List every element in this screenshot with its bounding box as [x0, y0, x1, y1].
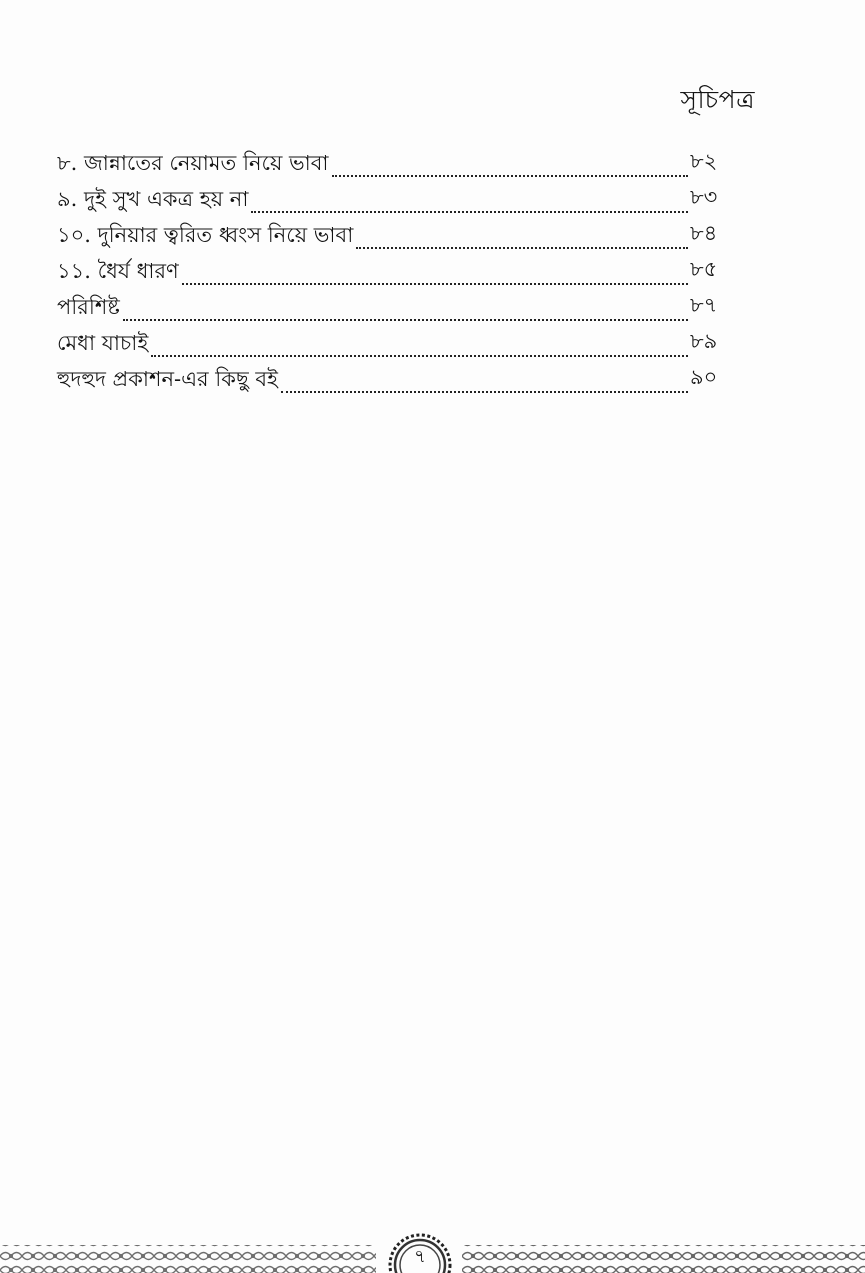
toc-entry	[57, 179, 724, 215]
toc-entry	[57, 143, 724, 179]
running-header: সূচিপত্র	[680, 85, 755, 114]
toc-entry	[57, 287, 724, 323]
toc-entry	[57, 215, 724, 251]
dot-leader	[251, 211, 688, 213]
toc-entry	[57, 359, 724, 395]
toc-entry-page: ৮৫	[690, 257, 718, 281]
dot-leader	[151, 355, 688, 357]
toc-entry-title: হুদহুদ প্রকাশন-এর কিছু বই	[57, 367, 278, 391]
toc-entry-page: ৮৪	[690, 221, 718, 245]
toc-entry-page: ৮৭	[690, 293, 718, 317]
toc-entry-page: ৮৩	[690, 185, 718, 209]
toc-entry-title: মেধা যাচাই	[57, 331, 149, 355]
dot-leader	[332, 175, 688, 177]
toc-entry	[57, 251, 724, 287]
dot-leader	[123, 319, 688, 321]
toc-entry	[57, 323, 724, 359]
toc-entry-title: ৯. দুই সুখ একত্র হয় না	[57, 187, 249, 211]
dot-leader	[356, 247, 688, 249]
page-number: ৭	[414, 1246, 426, 1267]
toc-entry-page: ৯০	[690, 365, 718, 389]
toc-entry-title: পরিশিষ্ট	[57, 295, 120, 319]
toc-entry-page: ৮২	[690, 149, 718, 173]
toc-entry-title: ৮. জান্নাতের নেয়ামত নিয়ে ভাবা	[57, 151, 329, 175]
toc-entry-title: ১০. দুনিয়ার ত্বরিত ধ্বংস নিয়ে ভাবা	[57, 223, 354, 247]
toc-entry-page: ৮৯	[690, 329, 718, 353]
toc-entry-title: ১১. ধৈর্য ধারণ	[57, 259, 179, 283]
table-of-contents	[57, 143, 724, 395]
page-number-medallion	[388, 1221, 452, 1273]
dot-leader	[281, 391, 688, 393]
dot-leader	[182, 283, 688, 285]
